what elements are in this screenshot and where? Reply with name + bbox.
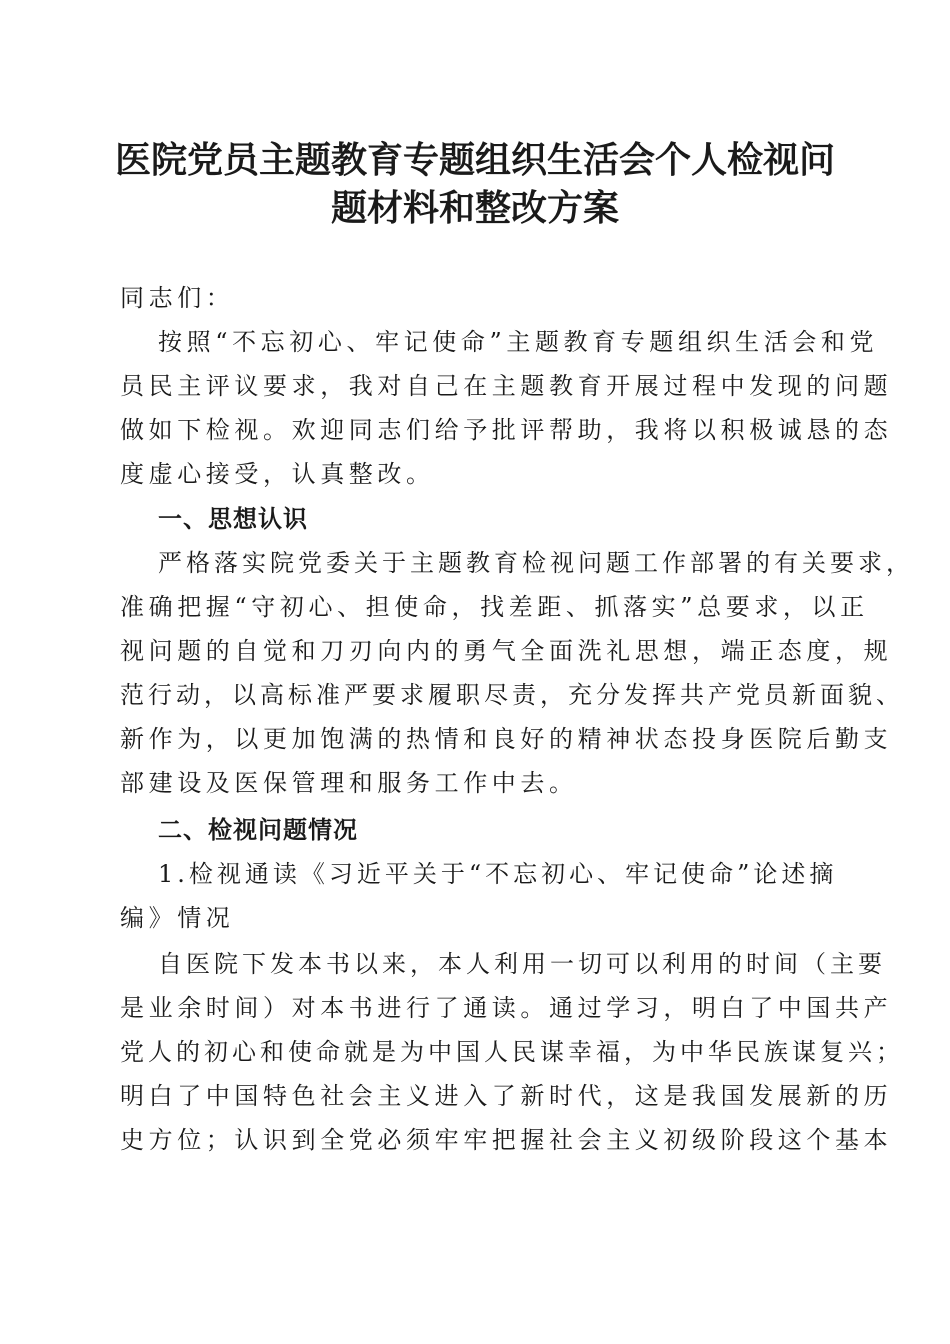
section1-line: 新作为，以更加饱满的热情和良好的精神状态投身医院后勤支 bbox=[120, 725, 893, 753]
section1-line: 视问题的自觉和刀刃向内的勇气全面洗礼思想，端正态度，规 bbox=[120, 637, 893, 665]
section-heading-problems: 二、检视问题情况 bbox=[158, 816, 358, 844]
item1-body-line: 是业余时间）对本书进行了通读。通过学习，明白了中国共产 bbox=[120, 994, 893, 1022]
item1-body-line: 史方位；认识到全党必须牢牢把握社会主义初级阶段这个基本 bbox=[120, 1126, 893, 1154]
item1-body-line: 自医院下发本书以来，本人利用一切可以利用的时间（主要 bbox=[158, 950, 886, 978]
document-title-line-2: 题材料和整改方案 bbox=[330, 187, 619, 229]
item1-body-line: 明白了中国特色社会主义进入了新时代，这是我国发展新的历 bbox=[120, 1082, 893, 1110]
item1-body-line: 党人的初心和使命就是为中国人民谋幸福，为中华民族谋复兴； bbox=[120, 1038, 904, 1066]
intro-line: 按照“不忘初心、牢记使命”主题教育专题组织生活会和党 bbox=[158, 328, 879, 356]
document-title-line-1: 医院党员主题教育专题组织生活会个人检视问 bbox=[114, 139, 835, 181]
intro-line: 做如下检视。欢迎同志们给予批评帮助，我将以积极诚恳的态 bbox=[120, 416, 893, 444]
section1-line: 严格落实院党委关于主题教育检视问题工作部署的有关要求， bbox=[158, 549, 914, 577]
section1-line: 部建设及医保管理和服务工作中去。 bbox=[120, 769, 578, 797]
section-heading-thinking: 一、思想认识 bbox=[158, 505, 308, 533]
intro-line: 员民主评议要求，我对自己在主题教育开展过程中发现的问题 bbox=[120, 372, 893, 400]
section1-line: 范行动，以高标准严要求履职尽责，充分发挥共产党员新面貌、 bbox=[120, 681, 904, 709]
salutation: 同志们： bbox=[120, 284, 235, 312]
intro-line: 度虚心接受，认真整改。 bbox=[120, 460, 435, 488]
item1-heading-line: 编》情况 bbox=[120, 904, 235, 932]
section1-line: 准确把握“守初心、担使命，找差距、抓落实”总要求，以正 bbox=[120, 593, 869, 621]
item1-heading-line: 1.检视通读《习近平关于“不忘初心、牢记使命”论述摘 bbox=[158, 860, 838, 888]
